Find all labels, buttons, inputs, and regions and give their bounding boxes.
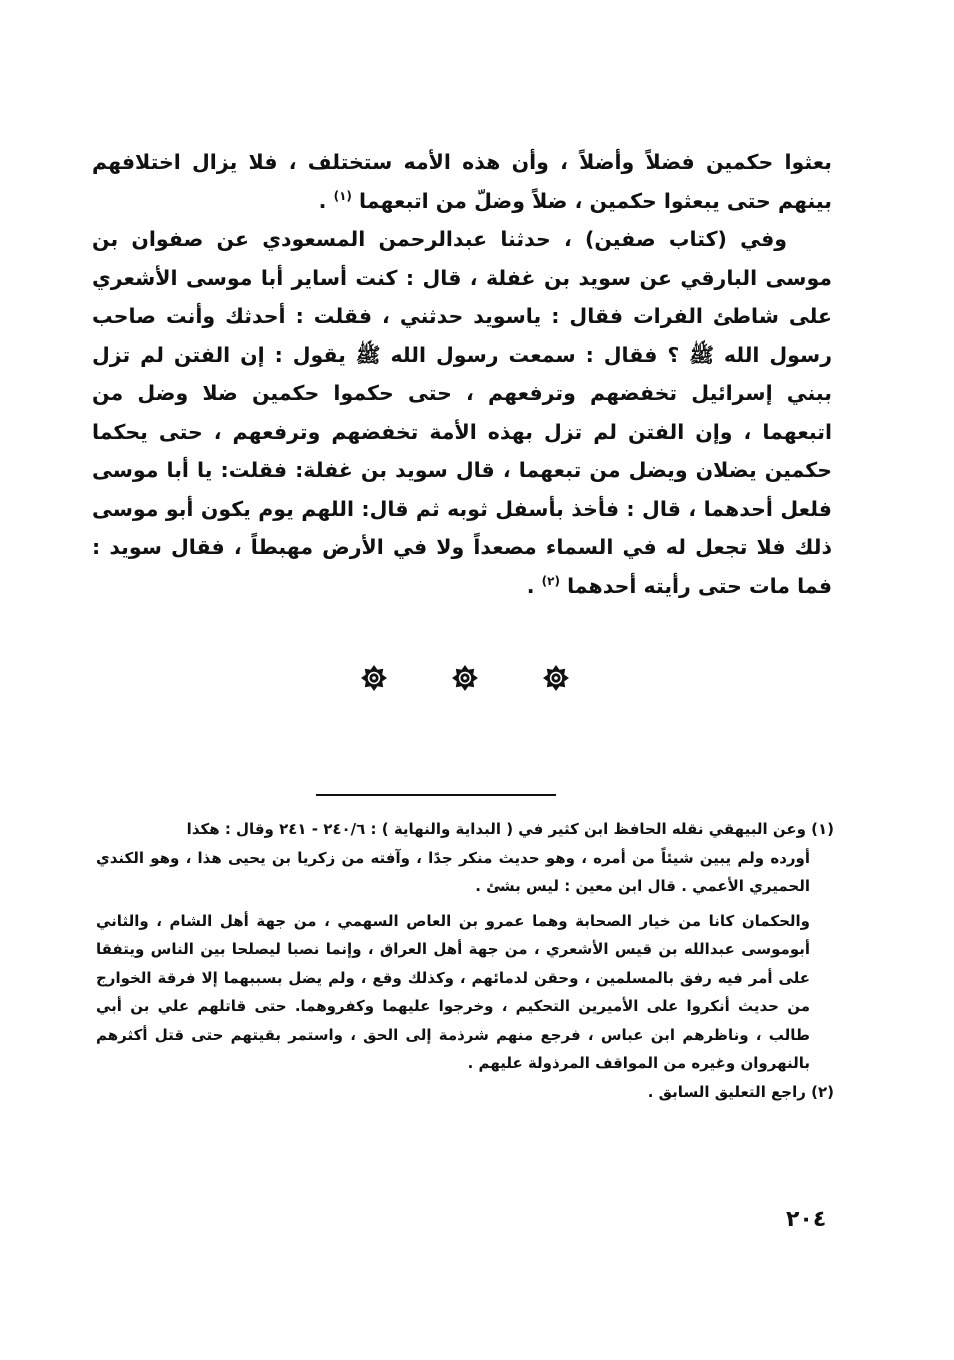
footnote-2 — [96, 1078, 834, 1107]
footnotes — [96, 815, 834, 1106]
rosette-ornament-icon — [451, 664, 479, 692]
section-divider — [360, 664, 570, 692]
footnote-separator — [316, 794, 556, 796]
paragraph-1 — [92, 143, 832, 220]
rosette-ornament-icon — [542, 664, 570, 692]
footnote-2-text: راجع التعليق السابق . — [647, 1082, 806, 1101]
rosette-ornament-icon — [360, 664, 388, 692]
paragraph-1-line-1: بعثوا حكمين فضلاً وأضلاً ، وأن هذه الأمه ستختلف ، فلا يزال اختلافهم بينهم — [92, 150, 832, 213]
paragraph-2-end: . — [526, 573, 535, 598]
footnote-ref-2[interactable]: (٢) — [541, 573, 560, 588]
paragraph-2 — [92, 220, 832, 605]
footnote-2-marker: (٢) — [811, 1082, 834, 1101]
page-number: ٢٠٤ — [786, 1207, 827, 1232]
main-text — [92, 143, 832, 605]
paragraph-1-line-2: حتى يبعثوا حكمين ، ضلاً وضلّ من اتبعهما — [359, 188, 771, 213]
footnote-1-text: وعن البيهقي نقله الحافظ ابن كثير في ( البداية والنهاية ) : ٢٤٠/٦ - ٢٤١ وقال : هكذا — [186, 820, 806, 838]
footnote-1-first-line — [96, 815, 834, 844]
footnote-1-continuation: أورده ولم يبين شيئاً من أمره ، وهو حديث منكر جدًا ، وآفته من زكريا بن يحيى هذا ، وهو الكندي الحميري الأعمي . قال ابن معين : ليس بشئ . — [96, 848, 810, 895]
footnote-ref-1[interactable]: (١) — [333, 188, 352, 203]
paragraph-1-end: . — [318, 188, 327, 213]
footnote-1-paragraph-2: والحكمان كانا من خيار الصحابة وهما عمرو بن العاص السهمي ، من جهة أهل الشام ، والثاني أبوموسى عبدالله بن قيس الأشعري ، من جهة أهل العراق ، وإنما نصبا ليصلحا بين الناس ويتفقا على أمر فيه رفق بالمسلمين ، وحقن لدمائهم ، وكذلك وقع ، ولم يضل بسببهما إلا فرقة الخوارج من حديث أنكروا على الأميرين التحكيم ، وخرجوا عليهما وكفروهما. حتى قاتلهم علي بن أبي طالب ، وناظرهم ابن عباس ، فرجع منهم شرذمة إلى الحق ، واستمر بقيتهم حتى قتل أكثرهم بالنهروان وغيره من المواقف المرذولة عليهم . — [96, 911, 810, 1072]
footnote-1-marker: (١) — [811, 820, 834, 838]
paragraph-2-text: وفي (كتاب صفين) ، حدثنا عبدالرحمن المسعودي عن صفوان بن موسى البارقي عن سويد بن غفلة ، قال : كنت أساير أبا موسى الأشعري على شاطئ الفرات فقال : ياسويد حدثني ، فقلت : أحدثك وأنت صاحب رسول الله ﷺ ؟ فقال : سمعت رسول الله ﷺ يقول : إن الفتن لم تزل ببني إسرائيل تخفضهم وترفعهم ، حتى حكموا حكمين ضلا وضل من اتبعهما ، وإن الفتن لم تزل بهذه الأمة تخفضهم وترفعهم ، حتى يحكما حكمين يضلان ويضل من تبعهما ، قال سويد بن غفلة: فقلت: يا أبا موسى فلعل أحدهما ، قال : فأخذ بأسفل ثوبه ثم قال: اللهم يوم يكون أبو موسى ذلك فلا تجعل له في السماء مصعداً ولا في الأرض مهبطاً ، فقال سويد : فما مات حتى رأيته أحدهما — [92, 227, 832, 598]
